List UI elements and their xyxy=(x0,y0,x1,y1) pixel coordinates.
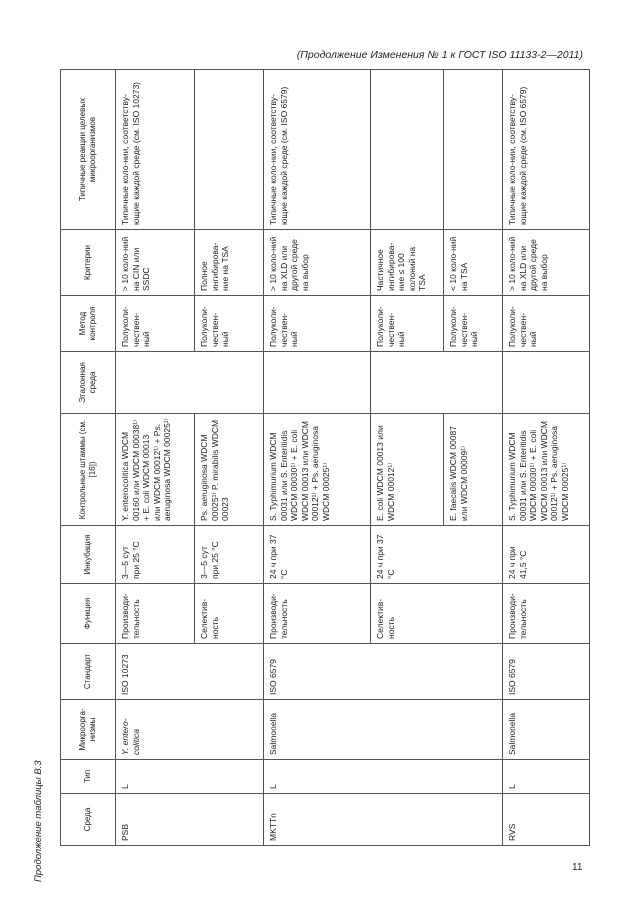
table-header-row xyxy=(61,70,116,846)
table-row xyxy=(116,70,195,846)
cell-reactions xyxy=(444,70,503,230)
cell-incubation: 24 ч при 37 °C xyxy=(371,526,503,584)
cell-type: L xyxy=(116,760,264,794)
col-header: Среда xyxy=(61,794,116,846)
cell-criteria: > 10 коло-ний на XLD или другой среде на выбор xyxy=(264,230,371,296)
cell-method: Полуколи-чествен-ный xyxy=(195,296,264,352)
col-header: Тип xyxy=(61,760,116,794)
cell-type: L xyxy=(503,760,590,794)
cell-strains: Y. enterocolitica WDCM 00160 или WDCM 00038¹⁾ + E. coli WDCM 00013 или WDCM 00012¹⁾ + Ps. aeruginosa WDCM 00025¹⁾ xyxy=(116,414,195,526)
col-header: Стандарт xyxy=(61,644,116,700)
cell-method: Полуколи-чествен-ный xyxy=(503,296,590,352)
cell-micro: Salmonella xyxy=(264,700,503,760)
col-header: Метод контроля xyxy=(61,296,116,352)
cell-reference xyxy=(503,352,590,414)
cell-strains: Ps. aeruginosa WDCM 00025¹⁾ P. mirabilis WDCM 00023 xyxy=(195,414,264,526)
cell-function: Производи-тельность xyxy=(116,584,195,644)
cell-reactions: Типичные коло-нии, соответству-ющие каждой среде (см. ISO 6579) xyxy=(264,70,371,230)
table-row xyxy=(503,70,590,846)
cell-standard: ISO 6579 xyxy=(503,644,590,700)
cell-medium: RVS xyxy=(503,794,590,846)
cell-criteria: Полное ингибирова-ние на TSA xyxy=(195,230,264,296)
cell-reference xyxy=(371,352,503,414)
cell-function: Селектив-ность xyxy=(195,584,264,644)
col-header: Критерии xyxy=(61,230,116,296)
cell-criteria: Частичное ингибирова-ние ≤ 100 колоний на TSA xyxy=(371,230,444,296)
cell-standard: ISO 10273 xyxy=(116,644,264,700)
col-header: Функция xyxy=(61,584,116,644)
cell-reactions xyxy=(371,70,444,230)
cell-reference xyxy=(264,352,371,414)
rotated-table-container xyxy=(60,70,570,846)
cell-medium: PSB xyxy=(116,794,264,846)
cell-method: Полуколи-чествен-ный xyxy=(371,296,444,352)
table-caption: Продолжение таблицы В.3 xyxy=(33,760,44,882)
cell-strains: E. coli WDCM 00013 или WDCM 00012¹⁾ xyxy=(371,414,444,526)
cell-function: Селектив-ность xyxy=(371,584,503,644)
cell-method: Полуколи-чествен-ный xyxy=(444,296,503,352)
cell-micro: Y. entero-colitica xyxy=(116,700,264,760)
cell-medium: MKTTn xyxy=(264,794,503,846)
cell-incubation: 3—5 сут при 25 °C xyxy=(195,526,264,584)
cell-standard: ISO 6579 xyxy=(264,644,503,700)
cell-micro: Salmonella xyxy=(503,700,590,760)
cell-reactions xyxy=(195,70,264,230)
col-header: Эталонная среда xyxy=(61,352,116,414)
cell-type: L xyxy=(264,760,503,794)
col-header: Контрольные штаммы (см. [16]) xyxy=(61,414,116,526)
cell-reactions: Типичные коло-нии, соответству-ющие каждой среде (см. ISO 6579) xyxy=(503,70,590,230)
cell-criteria: > 10 коло-ний на XLD или другой среде на выбор xyxy=(503,230,590,296)
col-header: Типичные реакции целевых микроорганизмов xyxy=(61,70,116,230)
cell-method: Полуколи-чествен-ный xyxy=(264,296,371,352)
cell-strains: E. faecalis WDCM 00087 или WDCM 00009¹⁾ xyxy=(444,414,503,526)
cell-reactions: Типичные коло-нии, соответству-ющие каждой среде (см. ISO 10273) xyxy=(116,70,195,230)
cell-criteria: > 10 коло-ний на CIN или SSDC xyxy=(116,230,195,296)
page-header: (Продолжение Изменения № 1 к ГОСТ ISO 11133-2—2011) xyxy=(296,49,583,61)
cell-criteria: < 10 коло-ний на TSA xyxy=(444,230,503,296)
col-header: Микроорга-низмы xyxy=(61,700,116,760)
page-number: 11 xyxy=(572,862,583,873)
cell-strains: S. Typhimurium WDCM 00031 или S. Enteritidis WDCM 00030¹⁾ + E. coli WDCM 00013 или WDCM 00012¹⁾ + Ps. aeruginosa WDCM 00025¹⁾ xyxy=(264,414,371,526)
cell-function: Производи-тельность xyxy=(503,584,590,644)
cell-strains: S. Typhimurium WDCM 00031 или S. Enteritidis WDCM 00030¹⁾ + E. coli WDCM 00013 или WDCM 00012¹⁾ + Ps. aeruginosa WDCM 00025¹⁾ xyxy=(503,414,590,526)
table-row xyxy=(264,70,371,846)
cell-incubation: 24 ч при 41,5 °C xyxy=(503,526,590,584)
cell-method: Полуколи-чествен-ный xyxy=(116,296,195,352)
cell-reference xyxy=(116,352,264,414)
media-table xyxy=(60,69,590,846)
cell-incubation: 24 ч при 37 °C xyxy=(264,526,371,584)
cell-function: Производи-тельность xyxy=(264,584,371,644)
col-header: Инкубация xyxy=(61,526,116,584)
cell-incubation: 3—5 сут при 25 °C xyxy=(116,526,195,584)
